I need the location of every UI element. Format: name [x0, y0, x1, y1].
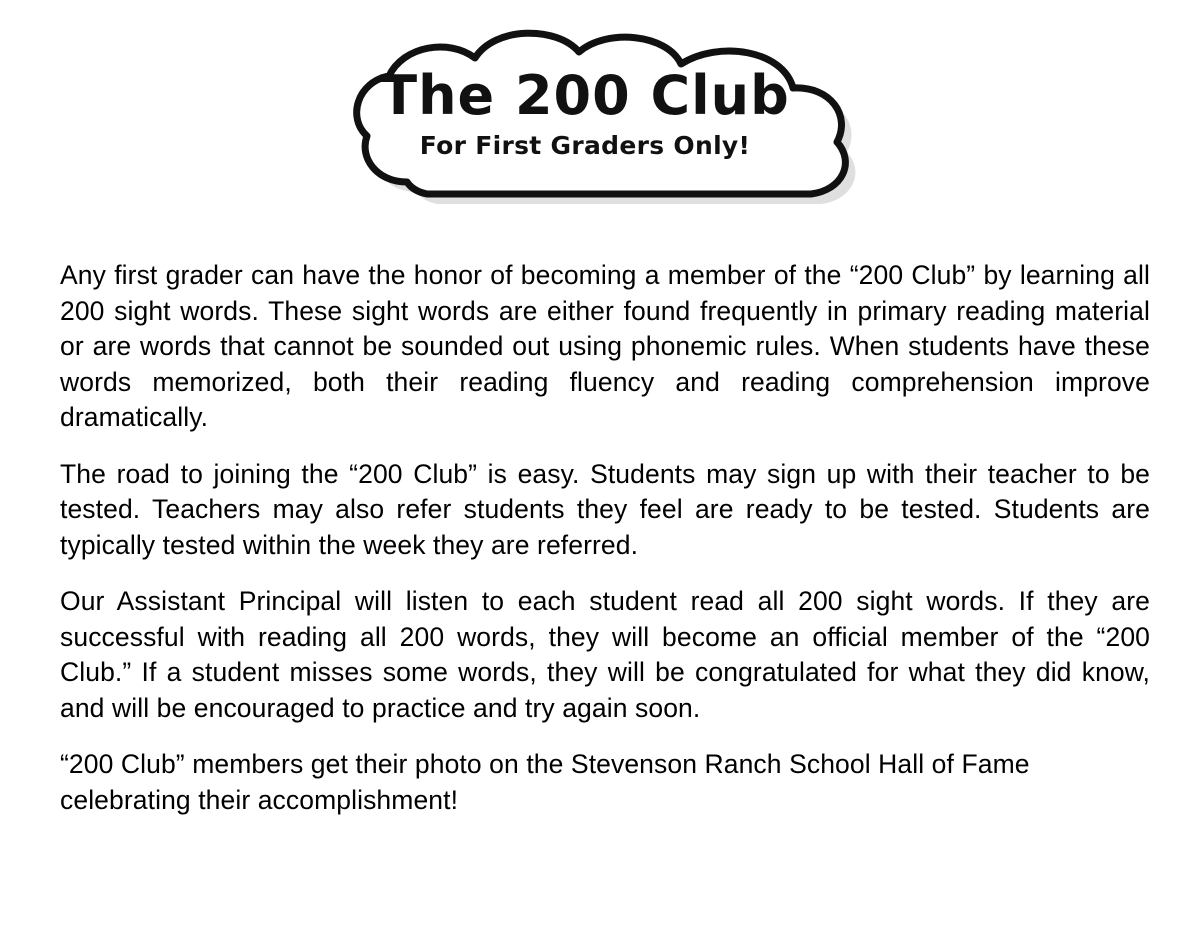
paragraph: The road to joining the “200 Club” is easy. Students may sign up with their teacher to be tested. Teachers may also refer students they feel are ready to be tested. Students are typically tested within the week they are referred.: [60, 458, 1150, 560]
document-body: [60, 258, 1150, 818]
cloud-shape-wrapper: [215, 8, 955, 248]
page-title: The 200 Club: [380, 64, 790, 127]
paragraph: Our Assistant Principal will listen to each student read all 200 sight words. If they are successful with reading all 200 words, they will become an official member of the “200 Club.” If a student misses some words, they will be congratulated for what they did know, and will be encouraged to practice and try again soon.: [60, 586, 1150, 723]
paragraph: Any first grader can have the honor of becoming a member of the “200 Club” by learning all 200 sight words. These sight words are either found frequently in primary reading material or are words that cannot be sounded out using phonemic rules. When students have these words memorized, both their reading fluency and reading comprehension improve dramatically.: [60, 260, 1150, 432]
page-subtitle: For First Graders Only!: [419, 130, 751, 160]
paragraph: “200 Club” members get their photo on the Stevenson Ranch School Hall of Fame celebrating their accomplishment!: [60, 749, 1030, 815]
banner-text-block: [215, 64, 955, 160]
cloud-banner: [0, 0, 1200, 250]
